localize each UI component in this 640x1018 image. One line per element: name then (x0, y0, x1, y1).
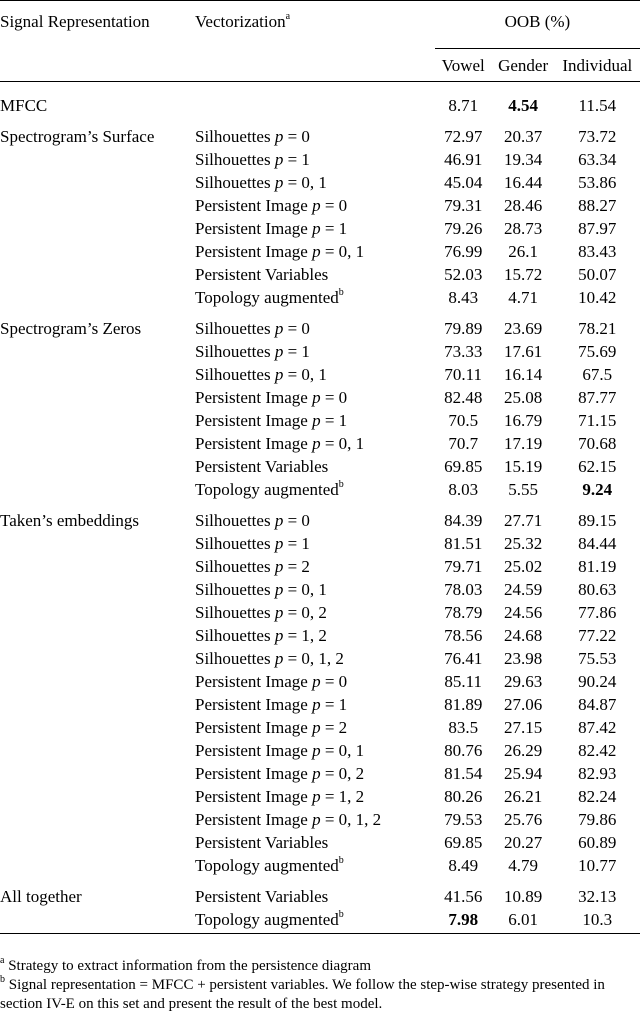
col-header-vectorization: Vectorization$^a$ (193, 1, 435, 49)
gender-oob-cell: 15.72 (504, 265, 543, 284)
vectorization-cell: Persistent Image p = 0, 1 (195, 242, 365, 261)
vectorization-cell: Silhouettes p = 1 (195, 150, 310, 169)
gender-oob-cell: 25.94 (504, 764, 543, 783)
individual-oob-cell: 67.5 (582, 365, 613, 384)
signal-representation-cell: MFCC (0, 96, 48, 115)
gender-oob-cell: 28.73 (504, 219, 543, 238)
gender-oob-cell: 23.98 (504, 649, 543, 668)
vectorization-cell: Topology augmented$^b$ (195, 287, 344, 307)
vectorization-cell: Topology augmented$^b$ (195, 855, 344, 875)
vectorization-cell: Persistent Image p = 1 (195, 411, 348, 430)
signal-representation-cell (0, 808, 193, 831)
individual-oob-cell: 80.63 (578, 580, 617, 599)
vectorization-cell: Persistent Image p = 0, 1, 2 (195, 810, 382, 829)
table-body (0, 82, 640, 934)
signal-representation-cell (0, 739, 193, 762)
vowel-oob-cell: 84.39 (444, 511, 483, 530)
gender-oob-cell: 25.76 (504, 810, 543, 829)
gender-oob-cell: 29.63 (504, 672, 543, 691)
col-header-individual: Individual (562, 55, 633, 75)
vowel-oob-cell: 79.26 (444, 219, 483, 238)
individual-oob-cell: 62.15 (578, 457, 617, 476)
signal-representation-cell (0, 831, 193, 854)
gender-oob-cell: 17.19 (504, 434, 543, 453)
vectorization-cell: Silhouettes p = 2 (195, 557, 310, 576)
signal-representation-cell (0, 409, 193, 432)
individual-oob-cell: 78.21 (578, 319, 617, 338)
table-row (0, 854, 640, 877)
table-row (0, 125, 640, 148)
vowel-oob-cell: 73.33 (444, 342, 483, 361)
individual-oob-cell: 84.87 (578, 695, 617, 714)
table-row (0, 363, 640, 386)
col-header-oob: OOB (%) (435, 1, 640, 49)
vowel-oob-cell: 82.48 (444, 388, 483, 407)
gender-oob-cell: 26.29 (504, 741, 543, 760)
vectorization-cell: Silhouettes p = 0, 1 (195, 580, 327, 599)
signal-representation-cell: All together (0, 887, 82, 906)
vectorization-cell: Persistent Image p = 1 (195, 219, 348, 238)
vectorization-cell: Persistent Variables (195, 265, 329, 284)
vowel-oob-cell: 41.56 (444, 887, 483, 906)
table-row (0, 409, 640, 432)
gender-oob-cell: 20.27 (504, 833, 543, 852)
table-row (0, 831, 640, 854)
table-row (0, 670, 640, 693)
vowel-oob-cell: 8.49 (448, 856, 479, 875)
table-row (0, 171, 640, 194)
gender-oob-cell: 28.46 (504, 196, 543, 215)
vectorization-cell: Silhouettes p = 0 (195, 319, 310, 338)
col-header-gender: Gender (498, 55, 549, 75)
vowel-oob-cell: 78.79 (444, 603, 483, 622)
vectorization-cell: Topology augmented$^b$ (193, 908, 435, 934)
signal-representation-cell: Taken’s embeddings (0, 511, 140, 530)
gender-oob-cell: 27.15 (504, 718, 543, 737)
vectorization-cell: Persistent Variables (195, 887, 329, 906)
vectorization-cell: Persistent Image p = 0 (195, 672, 348, 691)
signal-representation-cell (0, 555, 193, 578)
signal-representation-cell (0, 762, 193, 785)
table-row (0, 317, 640, 340)
table-row (0, 908, 640, 934)
vowel-oob-cell: 79.89 (444, 319, 483, 338)
gender-oob-cell: 27.06 (504, 695, 543, 714)
gender-oob-cell: 25.32 (504, 534, 543, 553)
vowel-oob-cell: 8.43 (448, 288, 479, 307)
vectorization-cell: Silhouettes p = 0, 1, 2 (195, 649, 344, 668)
gender-oob-cell: 24.68 (504, 626, 543, 645)
footnote-mark: a (285, 11, 291, 23)
gender-oob-cell: 20.37 (504, 127, 543, 146)
signal-representation-cell (0, 578, 193, 601)
signal-representation-cell (0, 854, 193, 877)
individual-oob-cell: 87.42 (578, 718, 617, 737)
table-row (0, 808, 640, 831)
vowel-oob-cell: 80.26 (444, 787, 483, 806)
vectorization-cell: Silhouettes p = 0, 2 (195, 603, 327, 622)
vowel-oob-cell: 76.99 (444, 242, 483, 261)
gender-oob-cell: 10.89 (504, 887, 543, 906)
signal-representation-cell (0, 363, 193, 386)
vowel-oob-cell: 79.53 (444, 810, 483, 829)
gender-oob-cell: 4.71 (508, 288, 538, 307)
vowel-oob-cell: 70.5 (448, 411, 479, 430)
individual-oob-cell: 77.22 (578, 626, 617, 645)
signal-representation-cell (0, 263, 193, 286)
vectorization-cell: Persistent Image p = 2 (195, 718, 348, 737)
vectorization-cell: Topology augmented$^b$ (195, 479, 344, 499)
header-row-1 (0, 1, 640, 49)
gender-oob-cell: 25.02 (504, 557, 543, 576)
vectorization-cell: Silhouettes p = 1 (195, 342, 310, 361)
signal-representation-cell (0, 217, 193, 240)
individual-oob-cell: 81.19 (578, 557, 617, 576)
vowel-oob-cell: 52.03 (444, 265, 483, 284)
vowel-oob-cell: 70.7 (448, 434, 479, 453)
vowel-oob-cell: 79.31 (444, 196, 483, 215)
signal-representation-cell (0, 478, 193, 501)
signal-representation-cell (0, 693, 193, 716)
individual-oob-cell: 60.89 (578, 833, 617, 852)
signal-representation-cell (0, 194, 193, 217)
vectorization-cell: Silhouettes p = 1 (195, 534, 310, 553)
footnote-a: $^a$ Strategy to extract information from the persistence diagram (0, 955, 371, 974)
signal-representation-cell (0, 716, 193, 739)
vectorization-cell: Persistent Variables (195, 457, 329, 476)
individual-oob-cell: 73.72 (578, 127, 617, 146)
signal-representation-cell (0, 386, 193, 409)
signal-representation-cell (0, 532, 193, 555)
signal-representation-cell (0, 240, 193, 263)
table-row (0, 555, 640, 578)
table-row (0, 340, 640, 363)
table-row (0, 532, 640, 555)
table-row (0, 716, 640, 739)
vectorization-cell: Persistent Image p = 1 (195, 695, 348, 714)
vectorization-cell: Persistent Image p = 0, 2 (195, 764, 365, 783)
individual-oob-cell: 88.27 (578, 196, 617, 215)
header-row-2 (0, 49, 640, 82)
individual-oob-cell: 75.53 (578, 649, 617, 668)
vowel-oob-cell: 70.11 (444, 365, 483, 384)
individual-oob-cell: 77.86 (578, 603, 617, 622)
table-row (0, 601, 640, 624)
signal-representation-cell (0, 647, 193, 670)
table-row (0, 148, 640, 171)
vectorization-cell: Persistent Image p = 0 (195, 196, 348, 215)
vowel-oob-cell: 81.51 (444, 534, 483, 553)
individual-oob-cell: 63.34 (578, 150, 617, 169)
gender-oob-cell: 16.44 (504, 173, 543, 192)
vowel-oob-cell: 83.5 (448, 718, 479, 737)
footnote-b: $^b$ Signal representation = MFCC + persistent variables. We follow the step-wise strategy presented in section IV-E on this set and present the result of the best model. (0, 974, 605, 1012)
individual-oob-cell: 50.07 (578, 265, 617, 284)
individual-oob-cell: 11.54 (578, 96, 617, 115)
table-row (0, 647, 640, 670)
gender-oob-cell: 26.21 (504, 787, 543, 806)
signal-representation-cell: Spectrogram’s Surface (0, 127, 155, 146)
individual-oob-cell: 10.42 (578, 288, 617, 307)
signal-representation-cell (0, 171, 193, 194)
vowel-oob-cell: 76.41 (444, 649, 483, 668)
vowel-oob-cell: 78.56 (444, 626, 483, 645)
table-row (0, 478, 640, 501)
vectorization-cell: Silhouettes p = 0 (195, 511, 310, 530)
signal-representation-cell (0, 148, 193, 171)
signal-representation-cell (0, 908, 193, 934)
table-row (0, 94, 640, 117)
gender-oob-cell: 4.79 (508, 856, 538, 875)
signal-representation-cell (0, 601, 193, 624)
table-row (0, 693, 640, 716)
vectorization-cell (193, 94, 435, 117)
individual-oob-cell: 53.86 (578, 173, 617, 192)
gender-oob-cell: 24.56 (504, 603, 543, 622)
vectorization-cell: Persistent Image p = 0, 1 (195, 741, 365, 760)
vowel-oob-cell: 85.11 (444, 672, 483, 691)
vowel-oob-cell: 69.85 (444, 457, 483, 476)
vectorization-cell: Silhouettes p = 0 (195, 127, 310, 146)
gender-oob-cell: 23.69 (504, 319, 543, 338)
individual-oob-cell: 89.15 (578, 511, 617, 530)
signal-representation-cell (0, 624, 193, 647)
table-row (0, 455, 640, 478)
vectorization-cell: Silhouettes p = 0, 1 (195, 365, 327, 384)
vowel-oob-cell: 69.85 (444, 833, 483, 852)
table-row (0, 739, 640, 762)
individual-oob-cell: 84.44 (578, 534, 617, 553)
individual-oob-cell: 82.93 (578, 764, 617, 783)
individual-oob-cell: 82.42 (578, 741, 617, 760)
individual-oob-cell: 10.3 (555, 908, 640, 934)
gender-oob-cell: 16.14 (504, 365, 543, 384)
individual-oob-cell: 75.69 (578, 342, 617, 361)
gender-oob-cell: 26.1 (508, 242, 538, 261)
vowel-oob-cell: 79.71 (444, 557, 483, 576)
table-row (0, 386, 640, 409)
table-row (0, 578, 640, 601)
vowel-oob-cell: 72.97 (444, 127, 483, 146)
gender-oob-cell: 4.54 (508, 96, 538, 115)
signal-representation-cell (0, 670, 193, 693)
signal-representation-cell (0, 340, 193, 363)
individual-oob-cell: 90.24 (578, 672, 617, 691)
table-row (0, 762, 640, 785)
individual-oob-cell: 87.77 (578, 388, 617, 407)
vectorization-cell: Persistent Variables (195, 833, 329, 852)
gender-oob-cell: 6.01 (492, 908, 555, 934)
vectorization-cell: Persistent Image p = 1, 2 (195, 787, 365, 806)
individual-oob-cell: 10.77 (578, 856, 617, 875)
table-row (0, 509, 640, 532)
individual-oob-cell: 82.24 (578, 787, 617, 806)
signal-representation-cell (0, 785, 193, 808)
individual-oob-cell: 71.15 (578, 411, 617, 430)
gender-oob-cell: 16.79 (504, 411, 543, 430)
table-row (0, 286, 640, 309)
gender-oob-cell: 15.19 (504, 457, 543, 476)
vowel-oob-cell: 8.03 (448, 480, 479, 499)
vowel-oob-cell: 81.89 (444, 695, 483, 714)
gender-oob-cell: 19.34 (504, 150, 543, 169)
vowel-oob-cell: 46.91 (444, 150, 483, 169)
vectorization-cell: Persistent Image p = 0 (195, 388, 348, 407)
individual-oob-cell: 70.68 (578, 434, 617, 453)
individual-oob-cell: 79.86 (578, 810, 617, 829)
gender-oob-cell: 17.61 (504, 342, 543, 361)
table-row (0, 194, 640, 217)
vowel-oob-cell: 45.04 (444, 173, 483, 192)
col-header-vowel: Vowel (441, 55, 485, 75)
vowel-oob-cell: 81.54 (444, 764, 483, 783)
individual-oob-cell: 32.13 (578, 887, 617, 906)
table-row (0, 217, 640, 240)
signal-representation-cell (0, 455, 193, 478)
gender-oob-cell: 27.71 (504, 511, 543, 530)
table-row (0, 785, 640, 808)
footnotes (0, 957, 640, 1014)
individual-oob-cell: 9.24 (582, 480, 613, 499)
gender-oob-cell: 24.59 (504, 580, 543, 599)
vectorization-cell: Silhouettes p = 1, 2 (195, 626, 327, 645)
signal-representation-cell: Spectrogram’s Zeros (0, 319, 142, 338)
vowel-oob-cell: 80.76 (444, 741, 483, 760)
vectorization-cell: Persistent Image p = 0, 1 (195, 434, 365, 453)
table-row (0, 885, 640, 908)
table-row (0, 432, 640, 455)
table-row (0, 240, 640, 263)
table-row (0, 624, 640, 647)
signal-representation-cell (0, 286, 193, 309)
col-header-signal: Signal Representation (0, 1, 193, 49)
gender-oob-cell: 5.55 (508, 480, 538, 499)
signal-representation-cell (0, 432, 193, 455)
individual-oob-cell: 87.97 (578, 219, 617, 238)
vectorization-cell: Silhouettes p = 0, 1 (195, 173, 327, 192)
vowel-oob-cell: 78.03 (444, 580, 483, 599)
table-row (0, 263, 640, 286)
individual-oob-cell: 83.43 (578, 242, 617, 261)
vowel-oob-cell: 8.71 (448, 96, 479, 115)
vowel-oob-cell: 7.98 (435, 908, 492, 934)
gender-oob-cell: 25.08 (504, 388, 543, 407)
